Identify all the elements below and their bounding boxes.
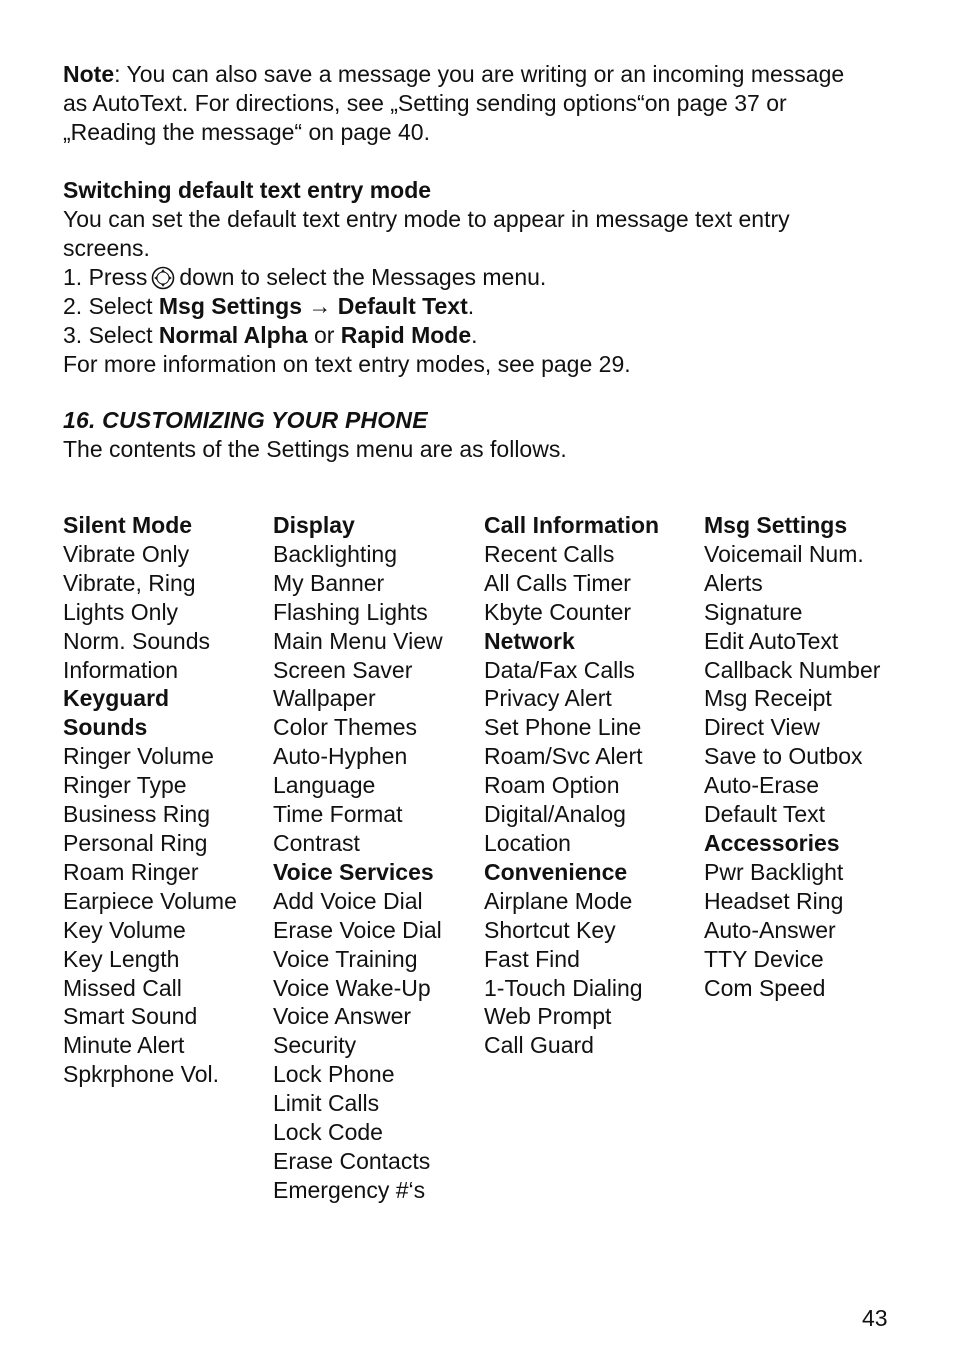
menu-heading: Voice Services	[273, 858, 434, 885]
menu-item: Shortcut Key	[484, 916, 616, 943]
menu-item: Save to Outbox	[704, 743, 863, 770]
menu-heading: Keyguard	[63, 685, 170, 712]
menu-item: Language	[273, 772, 376, 799]
settings-column-3	[484, 511, 659, 1060]
step-1-pre: 1. Press	[63, 264, 148, 290]
step-3	[63, 321, 903, 350]
step-3-post: .	[471, 322, 478, 348]
menu-item: Voice Training	[273, 945, 418, 972]
menu-heading: Sounds	[63, 714, 148, 741]
page-number: 43	[862, 1305, 888, 1331]
menu-heading: Convenience	[484, 858, 628, 885]
menu-item: Voicemail Num.	[704, 540, 864, 567]
settings-column-1	[63, 511, 237, 1089]
menu-item: Information	[63, 656, 179, 683]
menu-item: Kbyte Counter	[484, 598, 632, 625]
section-title: 16. CUSTOMIZING YOUR PHONE	[63, 407, 428, 433]
menu-item: Spkrphone Vol.	[63, 1061, 220, 1088]
menu-item: Key Length	[63, 945, 180, 972]
menu-item: Pwr Backlight	[704, 858, 844, 885]
spacer	[63, 147, 903, 176]
menu-item: Wallpaper	[273, 685, 376, 712]
menu-item: Roam/Svc Alert	[484, 743, 643, 770]
step-1	[63, 263, 903, 292]
note-text: : You can also save a message you are writing or an incoming message	[114, 61, 845, 87]
step-3-normal-alpha: Normal Alpha	[158, 322, 308, 348]
menu-item: Limit Calls	[273, 1090, 380, 1117]
menu-item: Time Format	[273, 801, 403, 828]
switching-desc-2: screens.	[63, 235, 150, 261]
menu-item: Location	[484, 829, 571, 856]
menu-item: 1-Touch Dialing	[484, 974, 643, 1001]
menu-heading: Display	[273, 512, 355, 538]
menu-heading: Silent Mode	[63, 512, 193, 538]
menu-item: Direct View	[704, 714, 820, 741]
menu-item: Privacy Alert	[484, 685, 612, 712]
menu-item: Business Ring	[63, 801, 211, 828]
menu-item: Set Phone Line	[484, 714, 642, 741]
arrow-right-icon: →	[302, 293, 338, 319]
menu-item: Minute Alert	[63, 1032, 185, 1059]
step-2-post: .	[467, 293, 475, 319]
menu-item: Erase Contacts	[273, 1147, 431, 1174]
menu-item: Norm. Sounds	[63, 627, 211, 654]
section-intro: The contents of the Settings menu are as follows.	[63, 436, 567, 462]
menu-heading: Msg Settings	[704, 512, 848, 538]
menu-item: Erase Voice Dial	[273, 916, 442, 943]
menu-heading: Call Information	[484, 512, 660, 538]
menu-item: Voice Answer	[273, 1003, 412, 1030]
menu-item: Web Prompt	[484, 1003, 612, 1030]
menu-item: Missed Call	[63, 974, 182, 1001]
menu-item: Com Speed	[704, 974, 826, 1001]
step-2	[63, 292, 903, 321]
menu-item: Callback Number	[704, 656, 881, 683]
menu-item: Vibrate Only	[63, 540, 190, 567]
step-2-pre: 2. Select	[63, 293, 159, 319]
menu-item: Color Themes	[273, 714, 418, 741]
menu-item: Digital/Analog	[484, 801, 626, 828]
settings-column-2	[273, 511, 443, 1205]
menu-item: Headset Ring	[704, 887, 844, 914]
menu-item: Smart Sound	[63, 1003, 198, 1030]
menu-item: All Calls Timer	[484, 569, 631, 596]
settings-column-4	[704, 511, 880, 1002]
step-1-post: down to select the Messages menu.	[179, 264, 547, 290]
menu-item: Add Voice Dial	[273, 887, 423, 914]
switching-desc-1: You can set the default text entry mode to appear in message text entry	[63, 206, 790, 232]
note-line-3: „Reading the message“ on page 40.	[63, 119, 430, 145]
menu-item: Default Text	[704, 801, 826, 828]
menu-item: Lock Phone	[273, 1061, 395, 1088]
menu-item: Msg Receipt	[704, 685, 832, 712]
menu-item: Key Volume	[63, 916, 186, 943]
menu-item: Earpiece Volume	[63, 887, 237, 914]
menu-item: Data/Fax Calls	[484, 656, 635, 683]
note-line-2: as AutoText. For directions, see „Setting sending options“on page 37 or	[63, 90, 787, 116]
switching-heading: Switching default text entry mode	[63, 177, 432, 203]
menu-item: Contrast	[273, 829, 360, 856]
step-2-msg-settings: Msg Settings	[158, 293, 303, 319]
menu-item: Auto-Hyphen	[273, 743, 408, 770]
menu-item: Alerts	[704, 569, 763, 596]
menu-item: Signature	[704, 598, 803, 625]
step-3-rapid-mode: Rapid Mode	[340, 322, 472, 348]
menu-item: Fast Find	[484, 945, 580, 972]
menu-item: Roam Option	[484, 772, 620, 799]
menu-item: Voice Wake-Up	[273, 974, 431, 1001]
menu-heading: Network	[484, 627, 575, 654]
menu-item: My Banner	[273, 569, 385, 596]
settings-menu-columns	[63, 511, 903, 1211]
page-content	[63, 60, 903, 464]
more-info: For more information on text entry modes, see page 29.	[63, 351, 631, 377]
note-label: Note	[63, 61, 115, 87]
menu-item: Recent Calls	[484, 540, 615, 567]
menu-heading: Accessories	[704, 829, 840, 856]
step-3-mid: or	[307, 322, 341, 348]
navigation-key-icon	[151, 266, 175, 290]
note-paragraph	[63, 60, 903, 89]
menu-item: Emergency #‘s	[273, 1176, 426, 1203]
menu-item: Auto-Answer	[704, 916, 836, 943]
menu-item: Screen Saver	[273, 656, 413, 683]
menu-item: Roam Ringer	[63, 858, 199, 885]
menu-item: Ringer Type	[63, 772, 187, 799]
menu-item: Ringer Volume	[63, 743, 214, 770]
menu-item: Call Guard	[484, 1032, 594, 1059]
menu-item: Flashing Lights	[273, 598, 428, 625]
step-2-default-text: Default Text	[337, 293, 468, 319]
menu-item: Backlighting	[273, 540, 398, 567]
menu-item: Airplane Mode	[484, 887, 633, 914]
menu-item: TTY Device	[704, 945, 824, 972]
menu-item: Lock Code	[273, 1119, 383, 1146]
menu-item: Edit AutoText	[704, 627, 839, 654]
menu-item: Vibrate, Ring	[63, 569, 196, 596]
step-3-pre: 3. Select	[63, 322, 159, 348]
menu-item: Personal Ring	[63, 829, 208, 856]
spacer	[63, 379, 903, 406]
menu-item: Main Menu View	[273, 627, 443, 654]
menu-item: Security	[273, 1032, 357, 1059]
menu-item: Auto-Erase	[704, 772, 820, 799]
menu-item: Lights Only	[63, 598, 179, 625]
